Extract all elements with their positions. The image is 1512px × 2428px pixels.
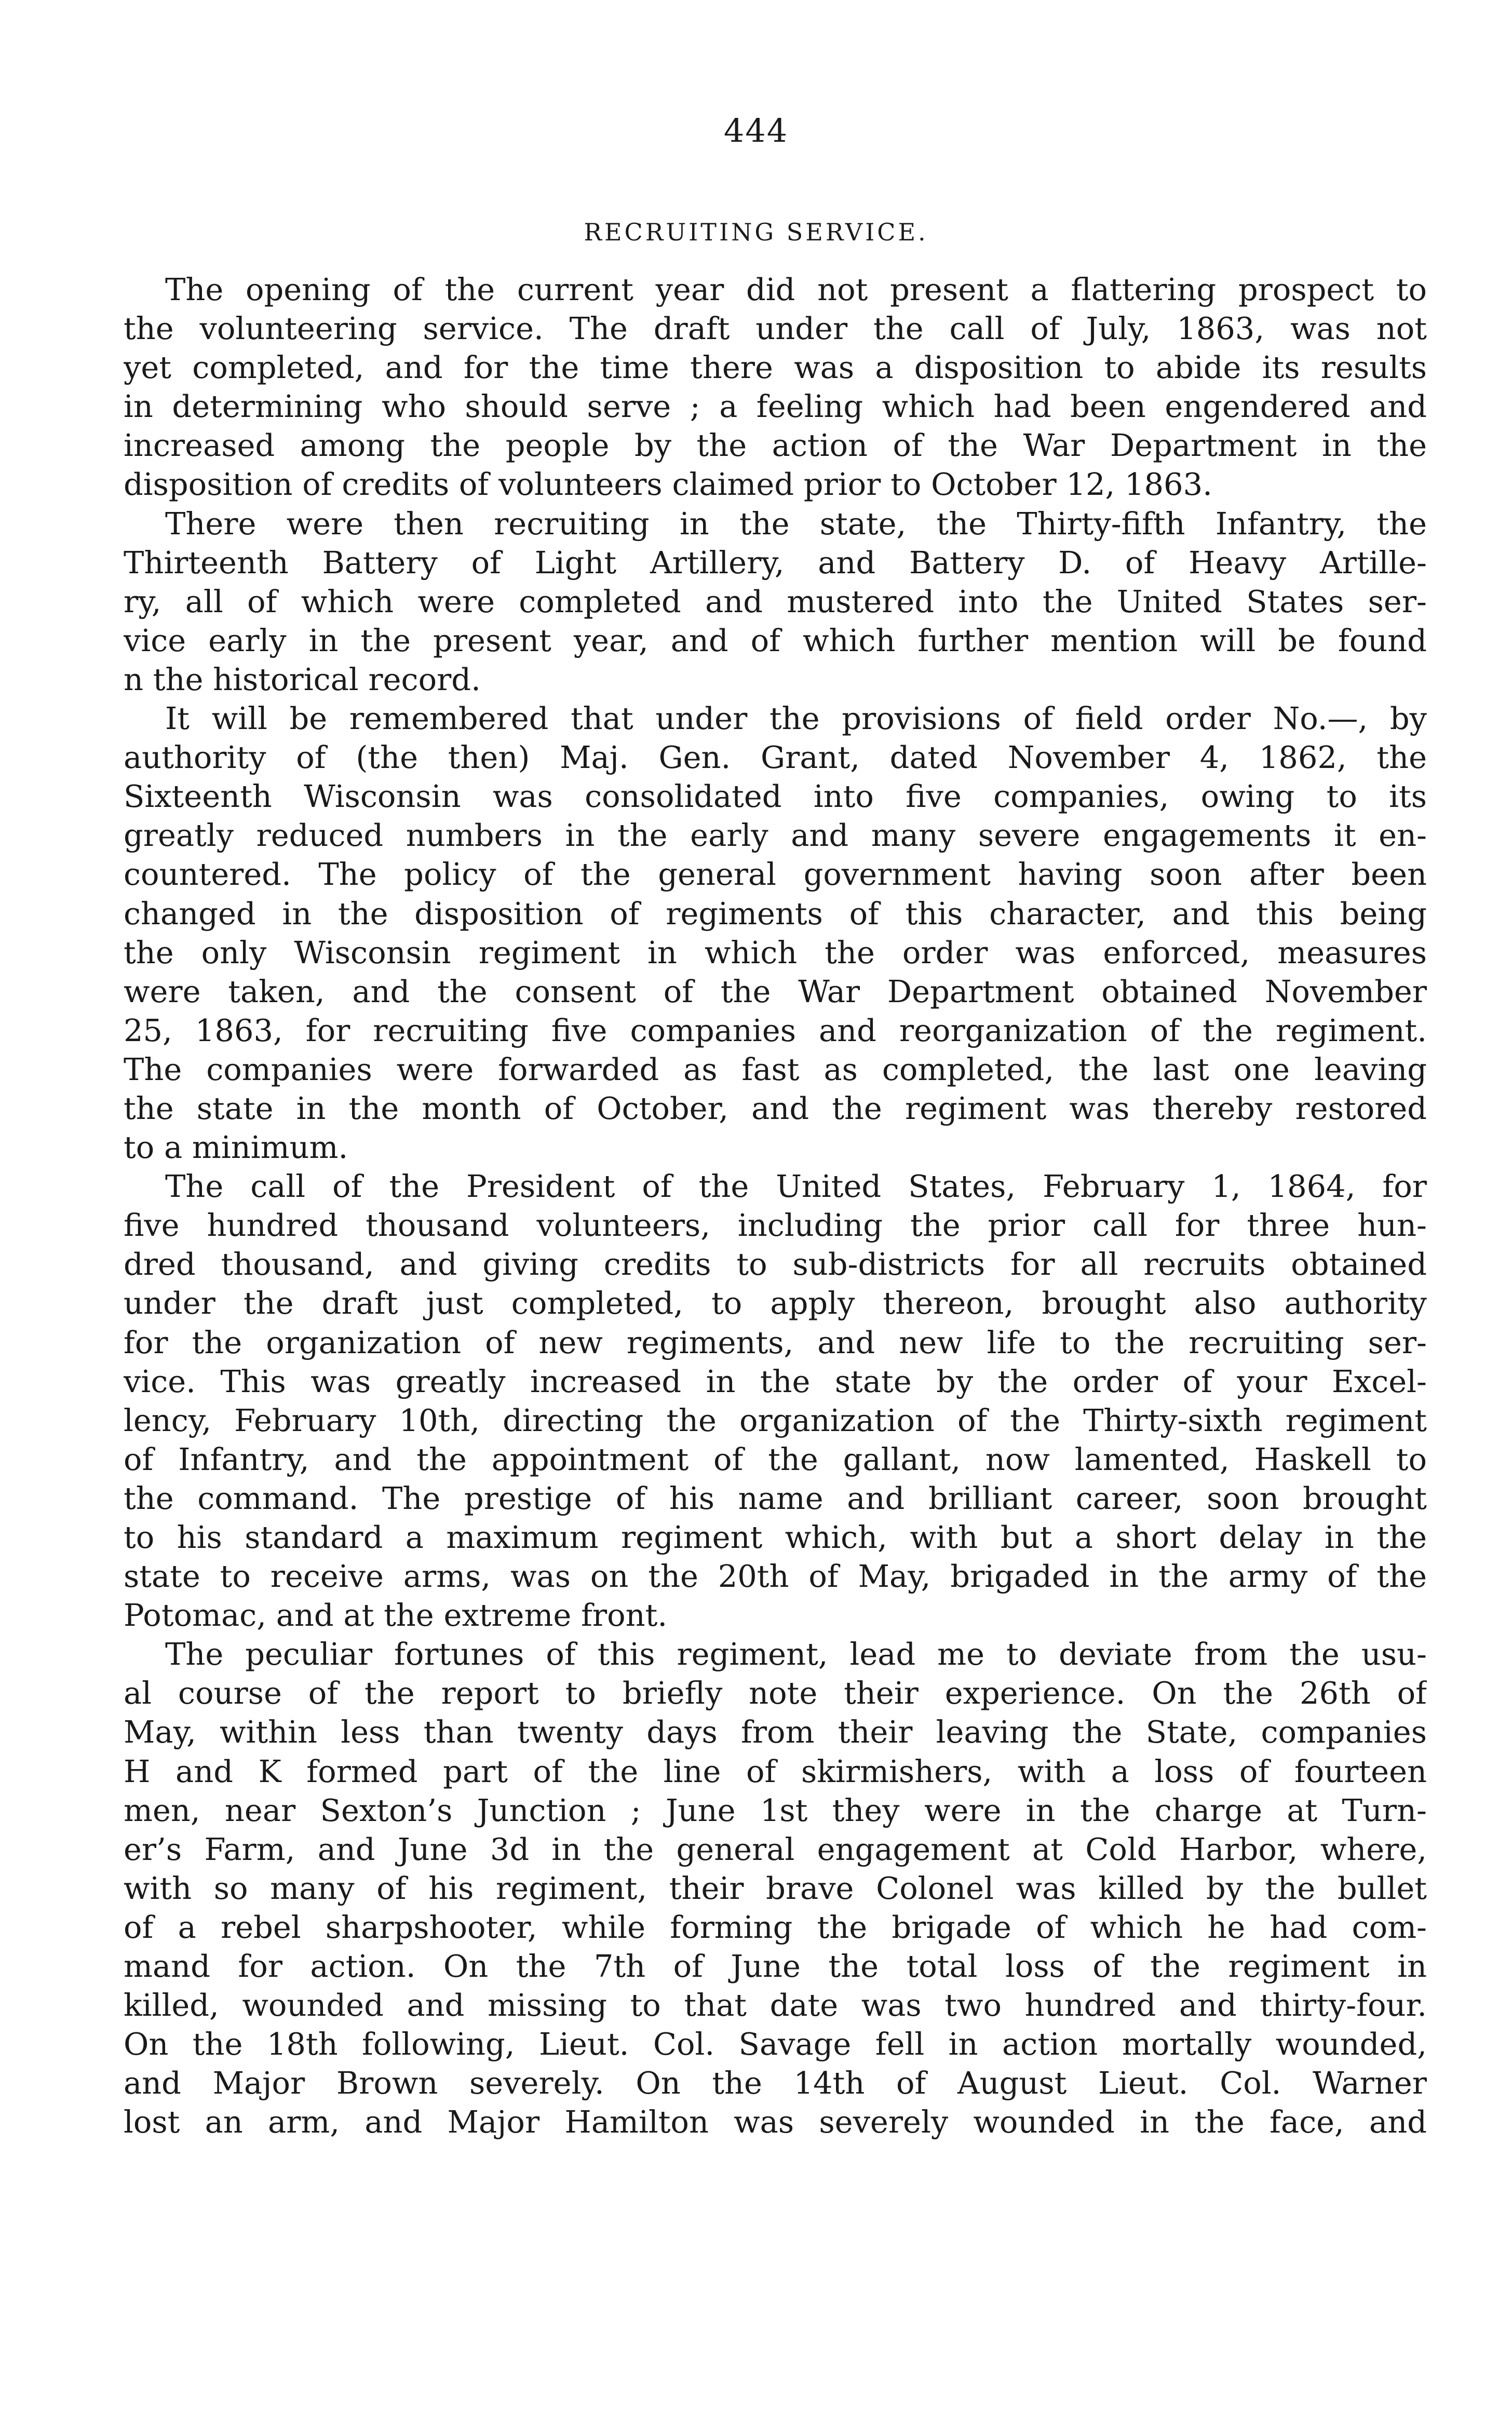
text-line: the volunteering service. The draft under the call of July, 1863, was not: [124, 311, 1427, 347]
text-line: 25, 1863, for recruiting five companies and reorganization of the regiment.: [124, 1012, 1427, 1048]
text-line: ry, all of which were completed and mustered into the United States ser-: [124, 583, 1427, 619]
paragraph: [124, 1635, 1427, 2141]
text-line: of Infantry, and the appointment of the gallant, now lamented, Haskell to: [124, 1441, 1427, 1477]
text-line: H and K formed part of the line of skirmishers, with a loss of fourteen: [124, 1753, 1427, 1789]
text-line: Sixteenth Wisconsin was consolidated into five companies, owing to its: [124, 778, 1427, 815]
text-line: under the draft just completed, to apply thereon, brought also authority: [124, 1285, 1427, 1321]
text-line: dred thousand, and giving credits to sub-districts for all recruits obtained: [124, 1246, 1427, 1283]
text-line: in determining who should serve ; a feeling which had been engendered and: [124, 388, 1427, 425]
text-line: killed, wounded and missing to that date was two hundred and thirty-four.: [124, 1987, 1427, 2024]
text-line: the only Wisconsin regiment in which the order was enforced, measures: [124, 934, 1427, 970]
text-line: five hundred thousand volunteers, including the prior call for three hun-: [124, 1207, 1427, 1244]
text-line: lost an arm, and Major Hamilton was severely wounded in the face, and: [124, 2104, 1427, 2140]
text-line: It will be remembered that under the provisions of field order No.—, by: [165, 700, 1427, 737]
text-line: with so many of his regiment, their brave Colonel was killed by the bullet: [124, 1870, 1427, 1906]
paragraph: [124, 699, 1427, 1167]
page-number: 444: [723, 112, 789, 150]
text-line: yet completed, and for the time there was a disposition to abide its results: [124, 349, 1427, 386]
text-line: changed in the disposition of regiments of this character, and this being: [124, 895, 1427, 932]
text-line: state to receive arms, was on the 20th of May, brigaded in the army of the: [124, 1558, 1427, 1595]
text-line: for the organization of new regiments, and new life to the recruiting ser-: [124, 1324, 1427, 1360]
text-line: were taken, and the consent of the War Department obtained November: [124, 973, 1427, 1009]
text-line: The call of the President of the United States, February 1, 1864, for: [165, 1168, 1427, 1205]
text-line: Thirteenth Battery of Light Artillery, and Battery D. of Heavy Artille-: [124, 544, 1427, 581]
text-line: the state in the month of October, and the regiment was thereby restored: [124, 1090, 1427, 1126]
text-line: to a minimum.: [124, 1129, 348, 1166]
text-line: men, near Sexton’s Junction ; June 1st they were in the charge at Turn-: [124, 1792, 1427, 1828]
paragraph: [124, 1167, 1427, 1635]
paragraph: [124, 504, 1427, 699]
text-line: and Major Brown severely. On the 14th of August Lieut. Col. Warner: [124, 2065, 1427, 2101]
text-line: authority of (the then) Maj. Gen. Grant, dated November 4, 1862, the: [124, 739, 1427, 776]
text-line: countered. The policy of the general government having soon after been: [124, 856, 1427, 893]
text-line: al course of the report to briefly note their experience. On the 26th of: [124, 1675, 1427, 1711]
text-line: May, within less than twenty days from their leaving the State, companies: [124, 1714, 1427, 1750]
section-heading: RECRUITING SERVICE.: [584, 218, 928, 246]
body-text: [124, 270, 1427, 2142]
text-line: There were then recruiting in the state, the Thirty-fifth Infantry, the: [165, 505, 1427, 542]
text-line: to his standard a maximum regiment which, with but a short delay in the: [124, 1519, 1427, 1555]
text-line: increased among the people by the action of the War Department in the: [124, 427, 1427, 464]
text-line: The companies were forwarded as fast as completed, the last one leaving: [124, 1051, 1427, 1087]
text-line: er’s Farm, and June 3d in the general engagement at Cold Harbor, where,: [124, 1831, 1427, 1867]
text-line: vice. This was greatly increased in the state by the order of your Excel-: [124, 1363, 1427, 1399]
text-line: of a rebel sharpshooter, while forming the brigade of which he had com-: [124, 1909, 1427, 1945]
text-line: the command. The prestige of his name and brilliant career, soon brought: [124, 1480, 1427, 1516]
paragraph: [124, 270, 1427, 504]
text-line: disposition of credits of volunteers claimed prior to October 12, 1863.: [124, 466, 1212, 503]
text-line: n the historical record.: [124, 661, 481, 697]
text-line: lency, February 10th, directing the organization of the Thirty-sixth regiment: [124, 1402, 1427, 1438]
text-line: mand for action. On the 7th of June the total loss of the regiment in: [124, 1948, 1427, 1985]
text-line: vice early in the present year, and of which further mention will be found: [124, 622, 1427, 658]
text-line: Potomac, and at the extreme front.: [124, 1597, 668, 1634]
text-line: greatly reduced numbers in the early and many severe engagements it en-: [124, 817, 1427, 854]
text-line: The peculiar fortunes of this regiment, lead me to deviate from the usu-: [165, 1636, 1427, 1672]
text-line: The opening of the current year did not present a flattering prospect to: [165, 272, 1427, 307]
text-line: On the 18th following, Lieut. Col. Savage fell in action mortally wounded,: [124, 2026, 1427, 2062]
